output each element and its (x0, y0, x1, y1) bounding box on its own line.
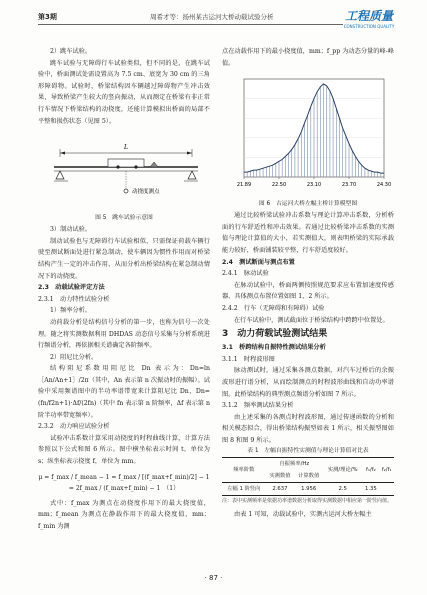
paragraph-impact: 试验冲击系数计算采用动挠度的时程曲线计算，计算方法参照以下公式和图 6 所示。图中横坐标表示时间 t，单位为 s；纵坐标表示挠度 f，单位为 mm。 (38, 434, 210, 466)
table-cell: 1.956 (301, 486, 317, 493)
section-2-3-2-heading: 2.3.2 动力响应试验分析 (38, 423, 110, 431)
section-3-1-1-heading: 3.1.1 时程波形图 (222, 355, 275, 363)
table-header-cell: 实测/理论/% (327, 467, 358, 474)
table-header-cell: 频率阶数 (233, 467, 255, 474)
paragraph-damping: 结构阻尼系数用阻尼比 Dn 表示为：Dn=ln［An/An+1］/2π（其中，An 表示第 n 次振动时的振幅）。试验中采用频谱图中的半功率谱带宽来计算阻尼比 Dn，Dn=(fn/f2n+1)·Δf/(2fn)（其中 fn 表示第 n 阶频率，Δf 表示第 n 阶半功率带宽频率）。 (38, 365, 210, 419)
table-note: 注：表中实测频率是依据功率谱数据分析取得实测数据中相应第一阶竖向值。 (222, 498, 393, 505)
journal-logo (343, 5, 395, 29)
page-number: · 87 · (204, 574, 223, 582)
paragraph-table-conclusion: 由表 1 可知，动载试验中，实测古运河大桥左幅主 (234, 511, 372, 519)
table-cell: 左幅 1 阶竖向 (227, 486, 261, 493)
issue-number: 第3期 (38, 13, 57, 21)
x-tick-label: 22.50 (271, 182, 287, 189)
section-3-heading: 3 动力荷载试验测试结果 (222, 329, 328, 340)
paragraph-compare: 通过比较桥梁试验冲击系数与理论计算冲击系数，分析桥面的行车舒适性和冲击效果。若通过比较桥梁冲击系数的实测值与理论计算值的大小，若实测值大，则表明桥梁的实际承载能力较好，桥面铺装较平整，行车舒适度较好。 (222, 212, 394, 254)
section-2-3-1-heading: 2.3.1 动力特性试验分析 (38, 295, 110, 303)
section-3-1-heading: 3.1 桥跨结构自振特性测试结果分析 (222, 344, 326, 352)
subsection-brake-test-title: 3）制动试验。 (50, 226, 92, 234)
figure-5-caption: 图 5 跳车试验示意图 (95, 215, 153, 222)
section-2-4-1-heading: 2.4.1 脉动试验 (222, 270, 269, 278)
measure-point-label: 动挠度测点 (132, 189, 160, 196)
span-length-label: L (124, 144, 128, 152)
header-rule (38, 24, 343, 25)
paragraph-time-history: 脉动测试时，通过采集各测点数据，对汽车过桥后的余振波形进行谱分析，从而绘制测点的时程波形曲线和自动功率谱图。此桥梁结构的典型测点频谱分析如图 7 所示。 (222, 367, 394, 398)
figure-6-caption: 图 6 古运河大桥左幅主桥计算模型图 (258, 201, 358, 208)
x-tick-label: 24.30 (376, 182, 392, 189)
paragraph-frequency-results: 由上述采集的各测点时程波形图，通过传递函数的分析和相关模态拟合，得出桥梁结构振型如表 1 所示，相关振型图如图 8 和图 9 所示。 (222, 413, 394, 444)
table-header-cell: 自振频率/Hz (279, 461, 310, 468)
table-cell (379, 483, 394, 496)
paragraph-frequency: 动荷载分析是结构信号分析的第一步，也称为信号一次处理。随之将实测数据利用 DHDAS 动态信号采集与分析系统进行频谱分析，再依据相关谱确定各阶频率。 (38, 318, 210, 350)
logo-text: 工程质量 (344, 9, 393, 23)
page-header (0, 0, 427, 30)
paragraph-driving-test: 在行车试验中，测试截面位于桥梁结构中跨跨中位置处。 (234, 316, 389, 324)
frequency-analysis-title: 1）频率分析。 (50, 307, 92, 315)
x-tick-label: 23.70 (341, 182, 357, 189)
table-cell: 1.35 (364, 486, 377, 493)
table-1 (222, 457, 394, 496)
table-header-cell: f₁/f₂ (365, 467, 376, 474)
table-cell: 2.637 (272, 486, 288, 493)
table-header-cell: 实测数值 (269, 473, 291, 480)
section-3-1-2-heading: 3.1.2 频率测试结果分析 (222, 402, 294, 410)
damping-analysis-title: 2）阻尼比分析。 (50, 353, 98, 361)
subsection-jump-test-title: 2）跳车试验。 (50, 48, 92, 55)
paragraph-brake-test: 制动试验也与无障碍行车试验相似，只需保证荷载车辆行驶至测试断面处进行紧急制动，使车辆因为惯性作用而对桥梁结构产生一定的冲击作用，从而分析出桥梁结构在紧急制动情况下的动挠度。 (38, 237, 210, 280)
impact-formula: μ = f_max / f_mean − 1 = f_max / [(f_max+f_min)/2] − 1 = 2f_max / (f_max+f_min) − 1 （1） (38, 473, 210, 492)
paragraph-jump-test: 跳车试验与无障碍行车试验类似，但不同的是，在跳车试验中，桥面测试处需设置高为 7.5 cm、底宽为 30 cm 的三角形障碍物。试验时，桥梁结构因车辆越过障碍物产生冲击效果，导致桥梁产生较大的竖向振动，从而测定在桥梁有非正常行车情况下桥梁结构的动挠度，还能计算模拟出桥面的局部不平整和损伤状态（见图 5）。 (38, 59, 210, 125)
paragraph-ambient-test: 在脉动试验中，桥面两侧按照规范要求应布置加速度传感器，具体测点布置位置如图 1、2 所示。 (222, 281, 394, 301)
right-column (222, 46, 394, 521)
table-1-title: 表 1 左幅自振特性实测值与理论计算值对比表 (247, 448, 369, 455)
x-tick-label: 21.89 (236, 182, 252, 189)
figure-6 (222, 69, 394, 199)
section-2-4-2-heading: 2.4.2 行车（无障碍和有障碍）试验 (222, 304, 325, 312)
table-header-cell: f₂/f₁ (381, 467, 392, 474)
running-title: 周希才等：扬州某古运河大桥动载试验分析 (150, 13, 274, 21)
left-column (38, 46, 210, 532)
section-2-3-heading: 2.3 动载试验评定方法 (38, 284, 105, 292)
logo-subtext: CONSTRUCTION QUALITY (343, 24, 395, 29)
x-tick-label: 23.10 (306, 182, 322, 189)
figure-5-diagram (38, 127, 210, 213)
figure-6-chart (222, 69, 394, 199)
figure-5 (38, 127, 210, 213)
table-header-cell: 计算数值 (298, 473, 320, 480)
section-2-4-heading: 2.4 测试断面与测点布置 (222, 258, 295, 266)
paragraph-continued: 点在动载作用下的最小挠度值，mm；f_pp 为动态分量的峰-峰值。 (222, 48, 394, 67)
table-cell: 2.5 (338, 486, 347, 493)
paragraph-formula-explain: 式中：f_max 为测点在动挠度作用下的最大挠度值，mm；f_mean 为测点在静载作用下的最大挠度值，mm；f_min 为测 (38, 499, 210, 530)
